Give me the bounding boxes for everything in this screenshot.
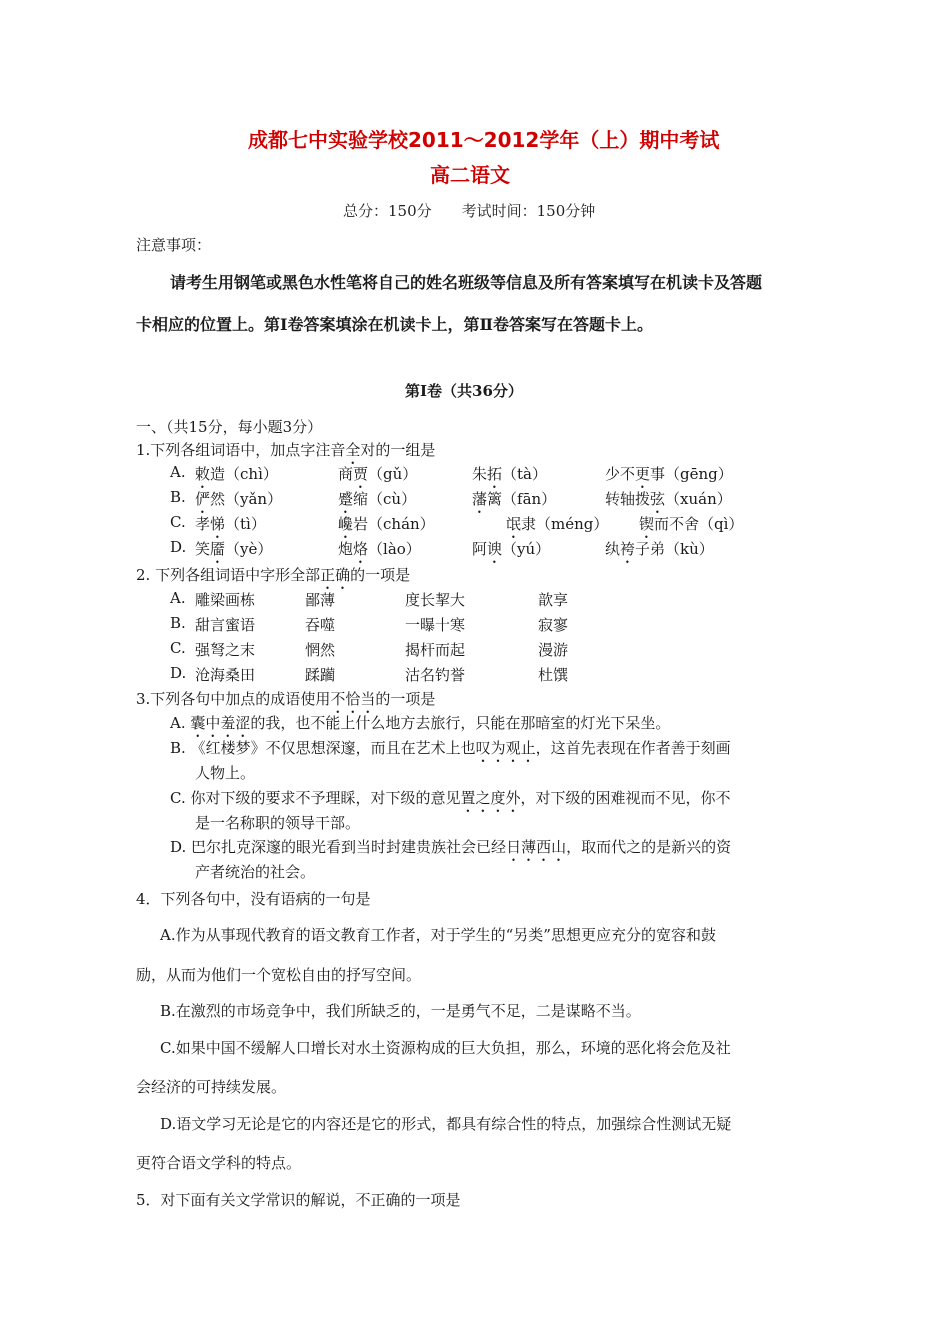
- question-3-option-b: B. 《红楼梦》不仅思想深邃，而且在艺术上也叹为观止，这首先表现在作者善于刻画: [170, 739, 731, 757]
- question-2-word: 甜言蜜语: [195, 616, 256, 634]
- question-3-option-d: D. 巴尔扎克深邃的眼光看到当时封建贵族社会已经日薄西山，取而代之的是新兴的资: [170, 838, 732, 856]
- question-2-stem: 2. 下列各组词语中字形全部正确的一项是: [136, 566, 411, 584]
- question-2-word: 鄙薄: [305, 591, 336, 609]
- notice-line-1: 请考生用钢笔或黑色水性笔将自己的姓名班级等信息及所有答案填写在机读卡及答题: [170, 273, 763, 292]
- question-1-word: 藩篱（fān）: [472, 490, 557, 508]
- question-2-word: 杜馔: [538, 666, 569, 684]
- question-1-word: 孝悌（tì）: [195, 515, 266, 533]
- question-5-stem: 5．对下面有关文学常识的解说，不正确的一项是: [136, 1191, 461, 1209]
- question-2-word: 度长挈大: [405, 591, 466, 609]
- question-2-option-label: B.: [170, 614, 186, 632]
- score-and-time: 总分：150分 考试时间：150分钟: [343, 202, 596, 220]
- question-4-option-d: D.语文学习无论是它的内容还是它的形式，都具有综合性的特点，加强综合性测试无疑: [160, 1115, 732, 1133]
- question-1-option-label: B.: [170, 488, 186, 506]
- question-1-word: 商贾（gǔ）: [338, 465, 418, 483]
- question-3-option-b-cont: 人物上。: [195, 764, 256, 782]
- question-2-word: 强弩之末: [195, 641, 256, 659]
- question-2-option-label: D.: [170, 664, 187, 682]
- question-1-word: 转轴拨弦（xuán）: [605, 490, 732, 508]
- subject-title: 高二语文: [430, 163, 510, 187]
- question-4-stem: 4．下列各句中，没有语病的一句是: [136, 890, 371, 908]
- question-1-word: 笑靥（yè）: [195, 540, 273, 558]
- question-2-word: 吞噬: [305, 616, 336, 634]
- part-one-heading: 第Ⅰ卷（共36分）: [405, 382, 523, 400]
- question-1-option-label: C.: [170, 513, 186, 531]
- question-4-option-c: C.如果中国不缓解人口增长对水土资源构成的巨大负担，那么，环境的恶化将会危及社: [160, 1039, 731, 1057]
- question-4-option-c-cont: 会经济的可持续发展。: [136, 1078, 287, 1096]
- question-1-word: 锲而不舍（qì）: [639, 515, 744, 533]
- question-2-word: 一曝十寒: [405, 616, 466, 634]
- question-4-option-a: A.作为从事现代教育的语文教育工作者，对于学生的“另类”思想更应充分的宽容和鼓: [160, 926, 716, 944]
- question-1-word: 阿谀（yú）: [472, 540, 551, 558]
- exam-title: 成都七中实验学校2011～2012学年（上）期中考试: [248, 128, 720, 152]
- question-1-word: 氓隶（méng）: [506, 515, 609, 533]
- question-4-option-a-cont: 励，从而为他们一个宽松自由的抒写空间。: [136, 966, 422, 984]
- question-2-word: 沽名钓誉: [405, 666, 466, 684]
- question-1-word: 蹙缩（cù）: [338, 490, 417, 508]
- question-1-stem: 1.下列各组词语中，加点字注音全对的一组是: [136, 441, 436, 459]
- question-1-word: 俨然（yǎn）: [195, 490, 283, 508]
- question-2-word: 沧海桑田: [195, 666, 256, 684]
- question-3-stem: 3.下列各句中加点的成语使用不恰当的一项是: [136, 690, 436, 708]
- question-3-option-d-cont: 产者统治的社会。: [195, 863, 316, 881]
- question-2-word: 惘然: [305, 641, 336, 659]
- question-2-word: 蹂躏: [305, 666, 336, 684]
- question-4-option-b: B.在激烈的市场竞争中，我们所缺乏的，一是勇气不足，二是谋略不当。: [160, 1002, 641, 1020]
- question-4-option-d-cont: 更符合语文学科的特点。: [136, 1154, 302, 1172]
- question-2-word: 揭杆而起: [405, 641, 466, 659]
- question-1-word: 敕造（chì）: [195, 465, 278, 483]
- question-1-word: 炮烙（lào）: [338, 540, 421, 558]
- question-1-option-label: A.: [170, 463, 186, 481]
- question-1-option-label: D.: [170, 538, 187, 556]
- question-2-word: 寂寥: [538, 616, 569, 634]
- question-3-option-a: A. 囊中羞涩的我，也不能上什么地方去旅行，只能在那暗室的灯光下呆坐。: [170, 714, 671, 732]
- question-2-option-label: C.: [170, 639, 186, 657]
- question-1-word: 巉岩（chán）: [338, 515, 435, 533]
- question-3-option-c-cont: 是一名称职的领导干部。: [195, 814, 361, 832]
- question-3-option-c: C. 你对下级的要求不予理睬，对下级的意见置之度外，对下级的困难视而不见，你不: [170, 789, 731, 807]
- question-2-option-label: A.: [170, 589, 186, 607]
- notice-line-2: 卡相应的位置上。第Ⅰ卷答案填涂在机读卡上，第Ⅱ卷答案写在答题卡上。: [136, 315, 653, 334]
- question-1-word: 少不更事（gēng）: [605, 465, 733, 483]
- notice-label: 注意事项：: [136, 236, 212, 254]
- question-1-word: 朱拓（tà）: [472, 465, 548, 483]
- question-2-word: 漫游: [538, 641, 569, 659]
- question-2-word: 雕梁画栋: [195, 591, 256, 609]
- question-2-word: 歆享: [538, 591, 569, 609]
- question-1-word: 纨袴子弟（kù）: [605, 540, 714, 558]
- section-one-heading: 一、（共15分，每小题3分）: [136, 418, 323, 436]
